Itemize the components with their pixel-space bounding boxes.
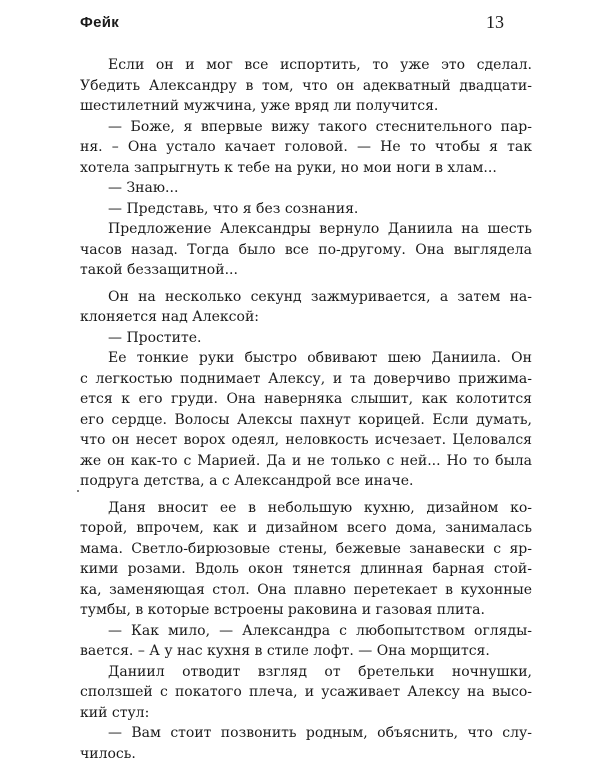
text-line: — Вам стоит позвонить родным, объяснить, что слу- [80,723,532,744]
text-line: такой беззащитной... [80,260,532,281]
text-line: чилось. [80,744,532,764]
text-line: мама. Светло-бирюзовые стены, бежевые занавески с яр- [80,539,532,560]
text-line: его сердце. Волосы Алексы пахнут корицей. Если думать, [80,410,532,431]
text-line: — Как мило, — Александра с любопытством огляды- [80,621,532,642]
text-line: кими розами. Вдоль окон тянется длинная барная стой- [80,559,532,580]
text-line: ня. – Она устало качает головой. — Не то чтобы я так [80,137,532,158]
text-line: — Боже, я впервые вижу такого стеснительного пар- [80,117,532,138]
book-text-body [80,55,532,764]
text-line: Если он и мог все испортить, то уже это сделал. [80,55,532,76]
text-line: Он на несколько секунд зажмуривается, а затем на- [80,287,532,308]
text-line: кий стул: [80,703,532,724]
text-line: с легкостью поднимает Алексу, и та доверчиво прижима- [80,369,532,390]
text-line: — Знаю... [80,178,532,199]
text-line: же он как-то с Марией. Да и не только с ней... Но то была [80,451,532,472]
text-line: ется к его груди. Она наверняка слышит, как колотится [80,389,532,410]
print-speck [77,490,79,492]
text-line: что он несет ворох одеял, неловкость исчезает. Целовался [80,430,532,451]
text-line: Предложение Александры вернуло Даниила на шесть [80,219,532,240]
text-line: ка, заменяющая стол. Она плавно перетекает в кухонные [80,580,532,601]
text-line: хотела запрыгнуть к тебе на руки, но мои ноги в хлам... [80,158,532,179]
text-line: Убедить Александру в том, что он адекватный двадцати- [80,76,532,97]
page-number: 13 [486,12,504,33]
text-line: подруга детства, а с Александрой все иначе. [80,471,532,492]
text-line: вается. – А у нас кухня в стиле лофт. — Она морщится. [80,641,532,662]
text-line: сползшей с покатого плеча, и усаживает Алексу на высо- [80,682,532,703]
text-line: Даниил отводит взгляд от бретельки ночнушки, [80,662,532,683]
text-line: — Простите. [80,328,532,349]
text-line: Ее тонкие руки быстро обвивают шею Даниила. Он [80,348,532,369]
running-header-title: Фейк [80,14,119,31]
text-line: — Представь, что я без сознания. [80,199,532,220]
text-line: тумбы, в которые встроены раковина и газовая плита. [80,600,532,621]
text-line: клоняется над Алексой: [80,307,532,328]
text-line: часов назад. Тогда было все по-другому. Она выглядела [80,240,532,261]
text-line: шестилетний мужчина, уже вряд ли получится. [80,96,532,117]
text-line: торой, впрочем, как и дизайном всего дома, занималась [80,518,532,539]
text-line: Даня вносит ее в небольшую кухню, дизайном ко- [80,498,532,519]
